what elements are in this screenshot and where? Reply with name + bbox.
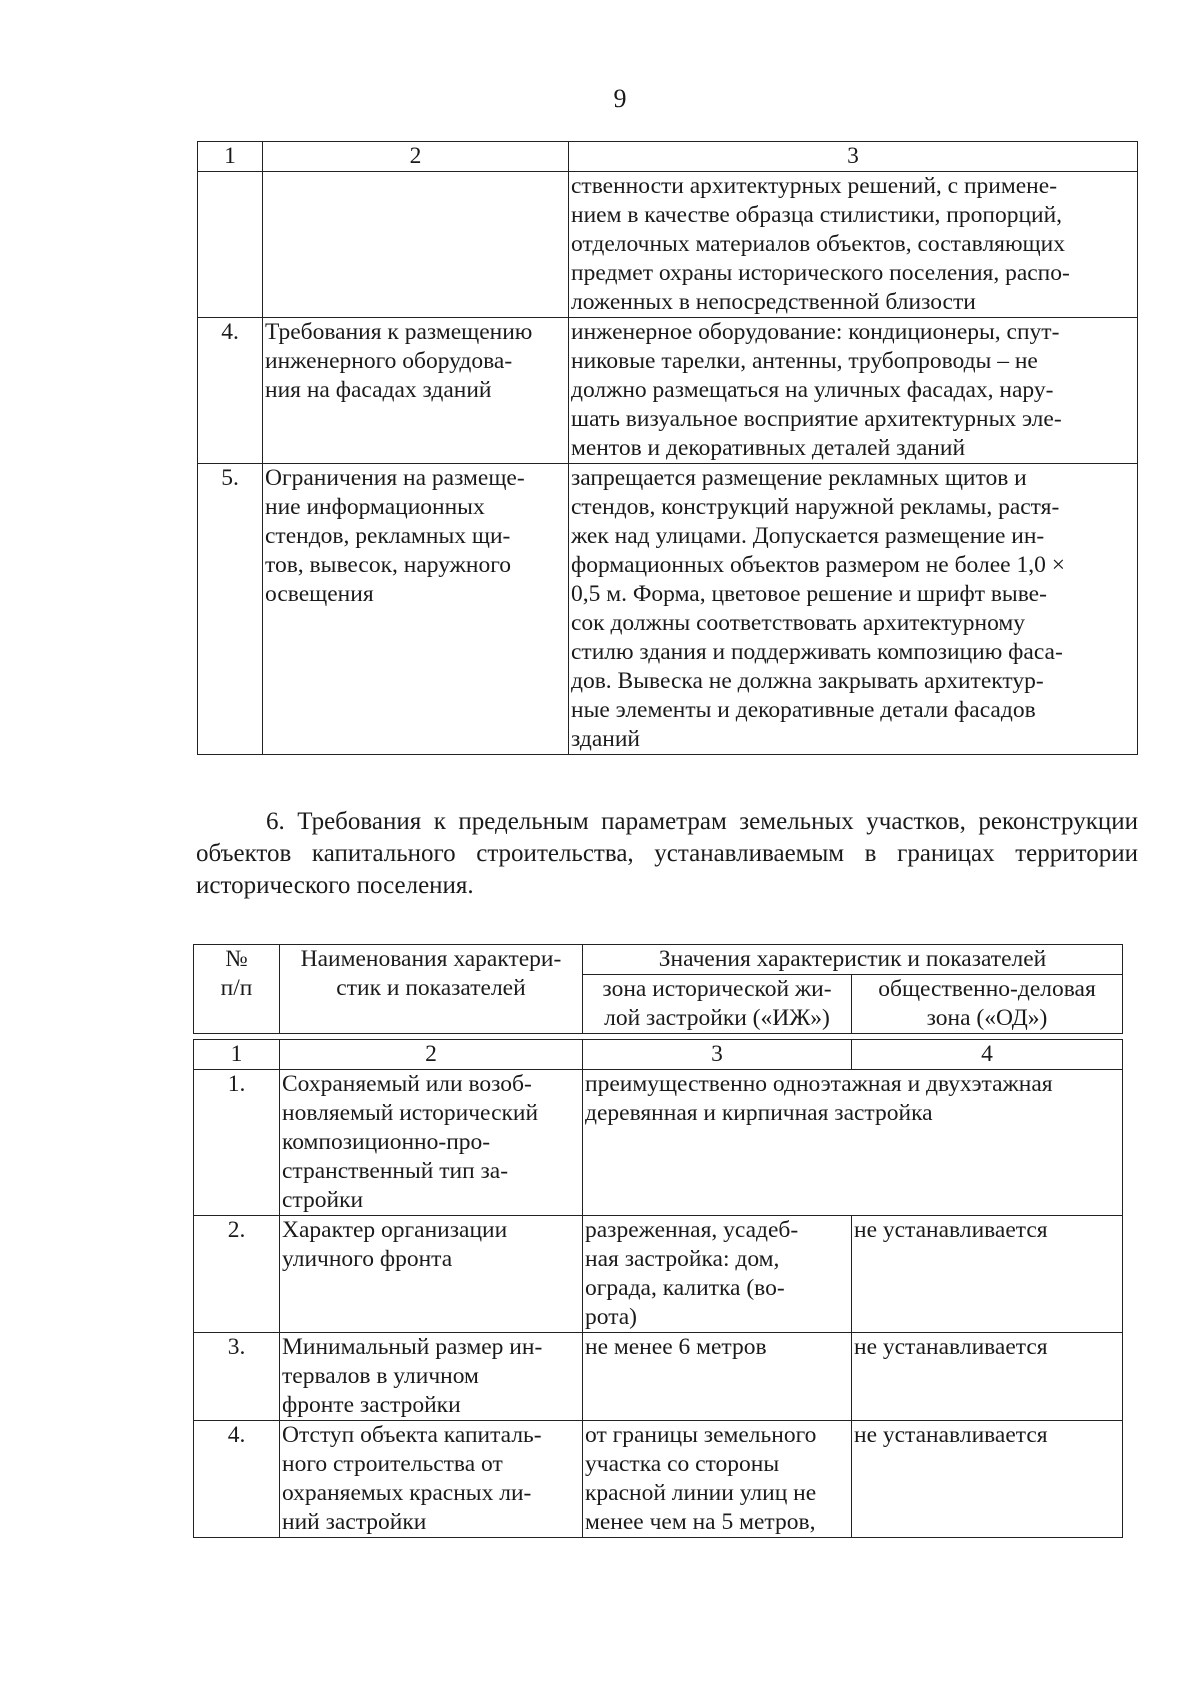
row-number: 2.: [194, 1216, 280, 1333]
section-paragraph: [196, 806, 1138, 902]
row-value: инженерное оборудование: кондиционеры, спут- никовые тарелки, антенны, трубопроводы – не должно размещаться на уличных фасадах, нару- шать визуальное восприятие архитектурных эле- ментов и декоративных деталей зданий: [569, 318, 1138, 464]
column-number-1: 1: [194, 1040, 280, 1070]
row-zone-izh: не менее 6 метров: [583, 1333, 852, 1421]
row-name: Сохраняемый или возоб- новляемый исторический композиционно-про- странственный тип за- стройки: [280, 1070, 583, 1216]
paragraph-text: 6. Требования к предельным параметрам земельных участков, реконструкции объектов капитального строительства, устанавливаемым в границах территории исторического поселения.: [196, 808, 1138, 899]
row-value: ственности архитектурных решений, с примене- нием в качестве образца стилистики, пропорций, отделочных материалов объектов, составляющих предмет охраны исторического поселения, распо- ложенных в непосредственной близости: [569, 172, 1138, 318]
row-name: Отступ объекта капиталь- ного строительства от охраняемых красных ли- ний застройки: [280, 1421, 583, 1538]
row-number: 1.: [194, 1070, 280, 1216]
table-row: [194, 1333, 1123, 1421]
table-row: [198, 318, 1138, 464]
row-name: [263, 172, 569, 318]
table-row: [194, 1216, 1123, 1333]
row-number: 3.: [194, 1333, 280, 1421]
column-number-2: 2: [280, 1040, 583, 1070]
table-header-row: [194, 1040, 1123, 1070]
row-value: запрещается размещение рекламных щитов и стендов, конструкций наружной рекламы, растя- жек над улицами. Допускается размещение ин- формационных объектов размером не более 1,0 × 0,5 м. Форма, цветовое решение и шрифт выве- сок должны соответствовать архитектурному стилю здания и поддерживать композицию фаса- дов. Вывеска не должна закрывать архитектур- ные элементы и декоративные детали фасадов зданий: [569, 464, 1138, 755]
parameters-table-header: [193, 944, 1123, 1034]
row-name: Требования к размещению инженерного оборудова- ния на фасадах зданий: [263, 318, 569, 464]
table-row: [198, 172, 1138, 318]
row-name: Ограничения на размеще- ние информационных стендов, рекламных щи- тов, вывесок, наружного освещения: [263, 464, 569, 755]
table-row: [194, 1070, 1123, 1216]
requirements-table: [197, 141, 1138, 755]
row-zone-od: не устанавливается: [852, 1421, 1123, 1538]
table-row: [198, 464, 1138, 755]
row-name: Минимальный размер ин- тервалов в уличном фронте застройки: [280, 1333, 583, 1421]
parameters-table: [193, 1039, 1123, 1538]
header-name: Наименования характери- стик и показателей: [280, 945, 583, 1034]
header-zone-izh: зона исторической жи- лой застройки («ИЖ»): [583, 975, 852, 1034]
row-zone-od: не устанавливается: [852, 1333, 1123, 1421]
page-number: 9: [613, 84, 627, 113]
column-number-2: 2: [263, 142, 569, 172]
row-zone-od: не устанавливается: [852, 1216, 1123, 1333]
row-zone-izh: разреженная, усадеб- ная застройка: дом, ограда, калитка (во- рота): [583, 1216, 852, 1333]
header-zone-od: общественно-деловая зона («ОД»): [852, 975, 1123, 1034]
column-number-3: 3: [569, 142, 1138, 172]
row-zone-izh: от границы земельного участка со стороны красной линии улиц не менее чем на 5 метров,: [583, 1421, 852, 1538]
row-number: 5.: [198, 464, 263, 755]
table-header-row: [198, 142, 1138, 172]
row-name: Характер организации уличного фронта: [280, 1216, 583, 1333]
row-merged-value: преимущественно одноэтажная и двухэтажная деревянная и кирпичная застройка: [583, 1070, 1123, 1216]
header-number: № п/п: [194, 945, 280, 1034]
row-number: 4.: [198, 318, 263, 464]
row-number: 4.: [194, 1421, 280, 1538]
table-row: [194, 1421, 1123, 1538]
column-number-3: 3: [583, 1040, 852, 1070]
header-values-group: Значения характеристик и показателей: [583, 945, 1123, 975]
column-number-4: 4: [852, 1040, 1123, 1070]
column-number-1: 1: [198, 142, 263, 172]
row-number: [198, 172, 263, 318]
